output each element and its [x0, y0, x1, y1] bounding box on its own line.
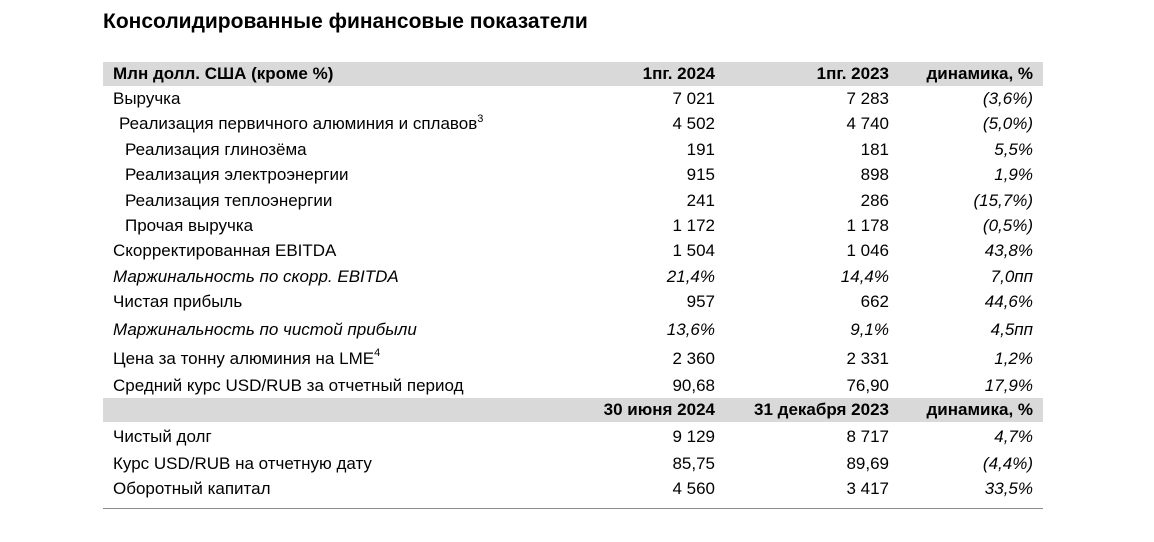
row-change: (3,6%): [982, 89, 1033, 108]
footnote-mark: 3: [477, 112, 484, 125]
row-label: Чистая прибыль: [113, 292, 243, 312]
row-value-2024: 915: [686, 165, 715, 185]
row-change: (5,0%): [982, 114, 1033, 134]
row-label: Прочая выручка: [125, 215, 254, 235]
row-value-2023: 286: [860, 190, 889, 210]
row-value-2024: 21,4%: [666, 266, 715, 286]
row-value-2024: 90,68: [672, 375, 715, 395]
row-change: 5,5%: [994, 139, 1033, 159]
row-change: 33,5%: [984, 479, 1033, 499]
table-row-usd-rub-reporting: [103, 451, 1043, 476]
row-label-wrap: [113, 344, 380, 373]
row-label: Маржинальность по чистой прибыли: [113, 319, 417, 339]
row-change: 7,0пп: [990, 266, 1033, 286]
row-value-2023: 4 740: [846, 114, 889, 134]
row-value-2024: 13,6%: [666, 319, 715, 339]
row-change: 4,5пп: [990, 319, 1033, 339]
header-col-2: 1пг. 2023: [816, 64, 889, 83]
row-label: Реализация электроэнергии: [125, 165, 349, 185]
row-change: (15,7%): [973, 190, 1033, 210]
row-value-2023: 89,69: [846, 453, 889, 473]
row-value-2023: 8 717: [846, 426, 889, 446]
row-label: Средний курс USD/RUB за отчетный период: [113, 375, 464, 395]
table-row-avg-usd-rub: [103, 373, 1043, 398]
table-header-row-2: [103, 398, 1043, 422]
row-value-2023: 9,1%: [850, 319, 889, 339]
row-change: (0,5%): [982, 215, 1033, 235]
table-row-revenue: [103, 86, 1043, 111]
row-value-2024: 4 560: [672, 479, 715, 499]
row-change: 4,7%: [994, 426, 1033, 446]
row-label-wrap: [119, 111, 483, 136]
row-value-2024: 85,75: [672, 453, 715, 473]
row-value-2024: 4 502: [672, 114, 715, 134]
table-row-heat-sales: [103, 188, 1043, 213]
financials-table: [103, 62, 1043, 502]
row-value-2024: 957: [686, 292, 715, 312]
row-label: Реализация глинозёма: [125, 139, 307, 159]
table-bottom-rule: [103, 508, 1043, 509]
row-value-2024: 9 129: [672, 426, 715, 446]
header-col-2: 31 декабря 2023: [754, 399, 889, 419]
table-row-net-profit: [103, 289, 1043, 314]
page-title: Консолидированные финансовые показатели: [103, 10, 588, 33]
row-change: 1,2%: [994, 348, 1033, 368]
row-value-2023: 3 417: [846, 479, 889, 499]
table-header-row: [103, 62, 1043, 86]
header-col-1: 30 июня 2024: [603, 399, 715, 419]
row-label: Маржинальность по скорр. EBITDA: [113, 266, 399, 286]
row-label: Реализация теплоэнергии: [125, 190, 333, 210]
table-row-working-capital: [103, 476, 1043, 501]
table-row-net-debt: [103, 422, 1043, 451]
row-value-2023: 1 178: [846, 215, 889, 235]
row-value-2023: 898: [860, 165, 889, 185]
row-label: Чистый долг: [113, 426, 212, 446]
footnote-mark: 4: [374, 346, 381, 359]
row-value-2023: 14,4%: [840, 266, 889, 286]
row-value-2024: 191: [686, 139, 715, 159]
row-change: 1,9%: [994, 165, 1033, 185]
row-value-2023: 7 283: [846, 89, 889, 108]
row-value-2023: 662: [860, 292, 889, 312]
row-change: 43,8%: [984, 241, 1033, 261]
row-label: Цена за тонну алюминия на LME: [113, 348, 375, 368]
row-value-2024: 2 360: [672, 348, 715, 368]
row-label: Выручка: [113, 89, 181, 108]
row-value-2024: 241: [686, 190, 715, 210]
row-value-2023: 2 331: [846, 348, 889, 368]
table-row-adjusted-ebitda: [103, 238, 1043, 263]
row-label: Скорректированная EBITDA: [113, 241, 337, 261]
row-value-2023: 76,90: [846, 375, 889, 395]
row-value-2024: 7 021: [672, 89, 715, 108]
row-change: 17,9%: [984, 375, 1033, 395]
header-col-3: динамика, %: [926, 64, 1033, 83]
row-label: Курс USD/RUB на отчетную дату: [113, 453, 372, 473]
table-row-other-revenue: [103, 213, 1043, 238]
row-change: 44,6%: [984, 292, 1033, 312]
row-value-2024: 1 172: [672, 215, 715, 235]
header-col-3: динамика, %: [926, 399, 1033, 419]
table-row-electricity-sales: [103, 162, 1043, 187]
row-value-2023: 181: [860, 139, 889, 159]
table-row-alumina-sales: [103, 137, 1043, 162]
row-label: Оборотный капитал: [113, 479, 271, 499]
row-value-2024: 1 504: [672, 241, 715, 261]
row-value-2023: 1 046: [846, 241, 889, 261]
row-change: (4,4%): [982, 453, 1033, 473]
header-label: Млн долл. США (кроме %): [113, 64, 334, 83]
table-row-ebitda-margin: [103, 264, 1043, 289]
row-label: Реализация первичного алюминия и сплавов: [119, 114, 478, 134]
table-row-aluminium-sales: [103, 111, 1043, 136]
table-row-lme-price: [103, 344, 1043, 373]
table-row-net-profit-margin: [103, 315, 1043, 344]
header-col-1: 1пг. 2024: [642, 64, 715, 83]
